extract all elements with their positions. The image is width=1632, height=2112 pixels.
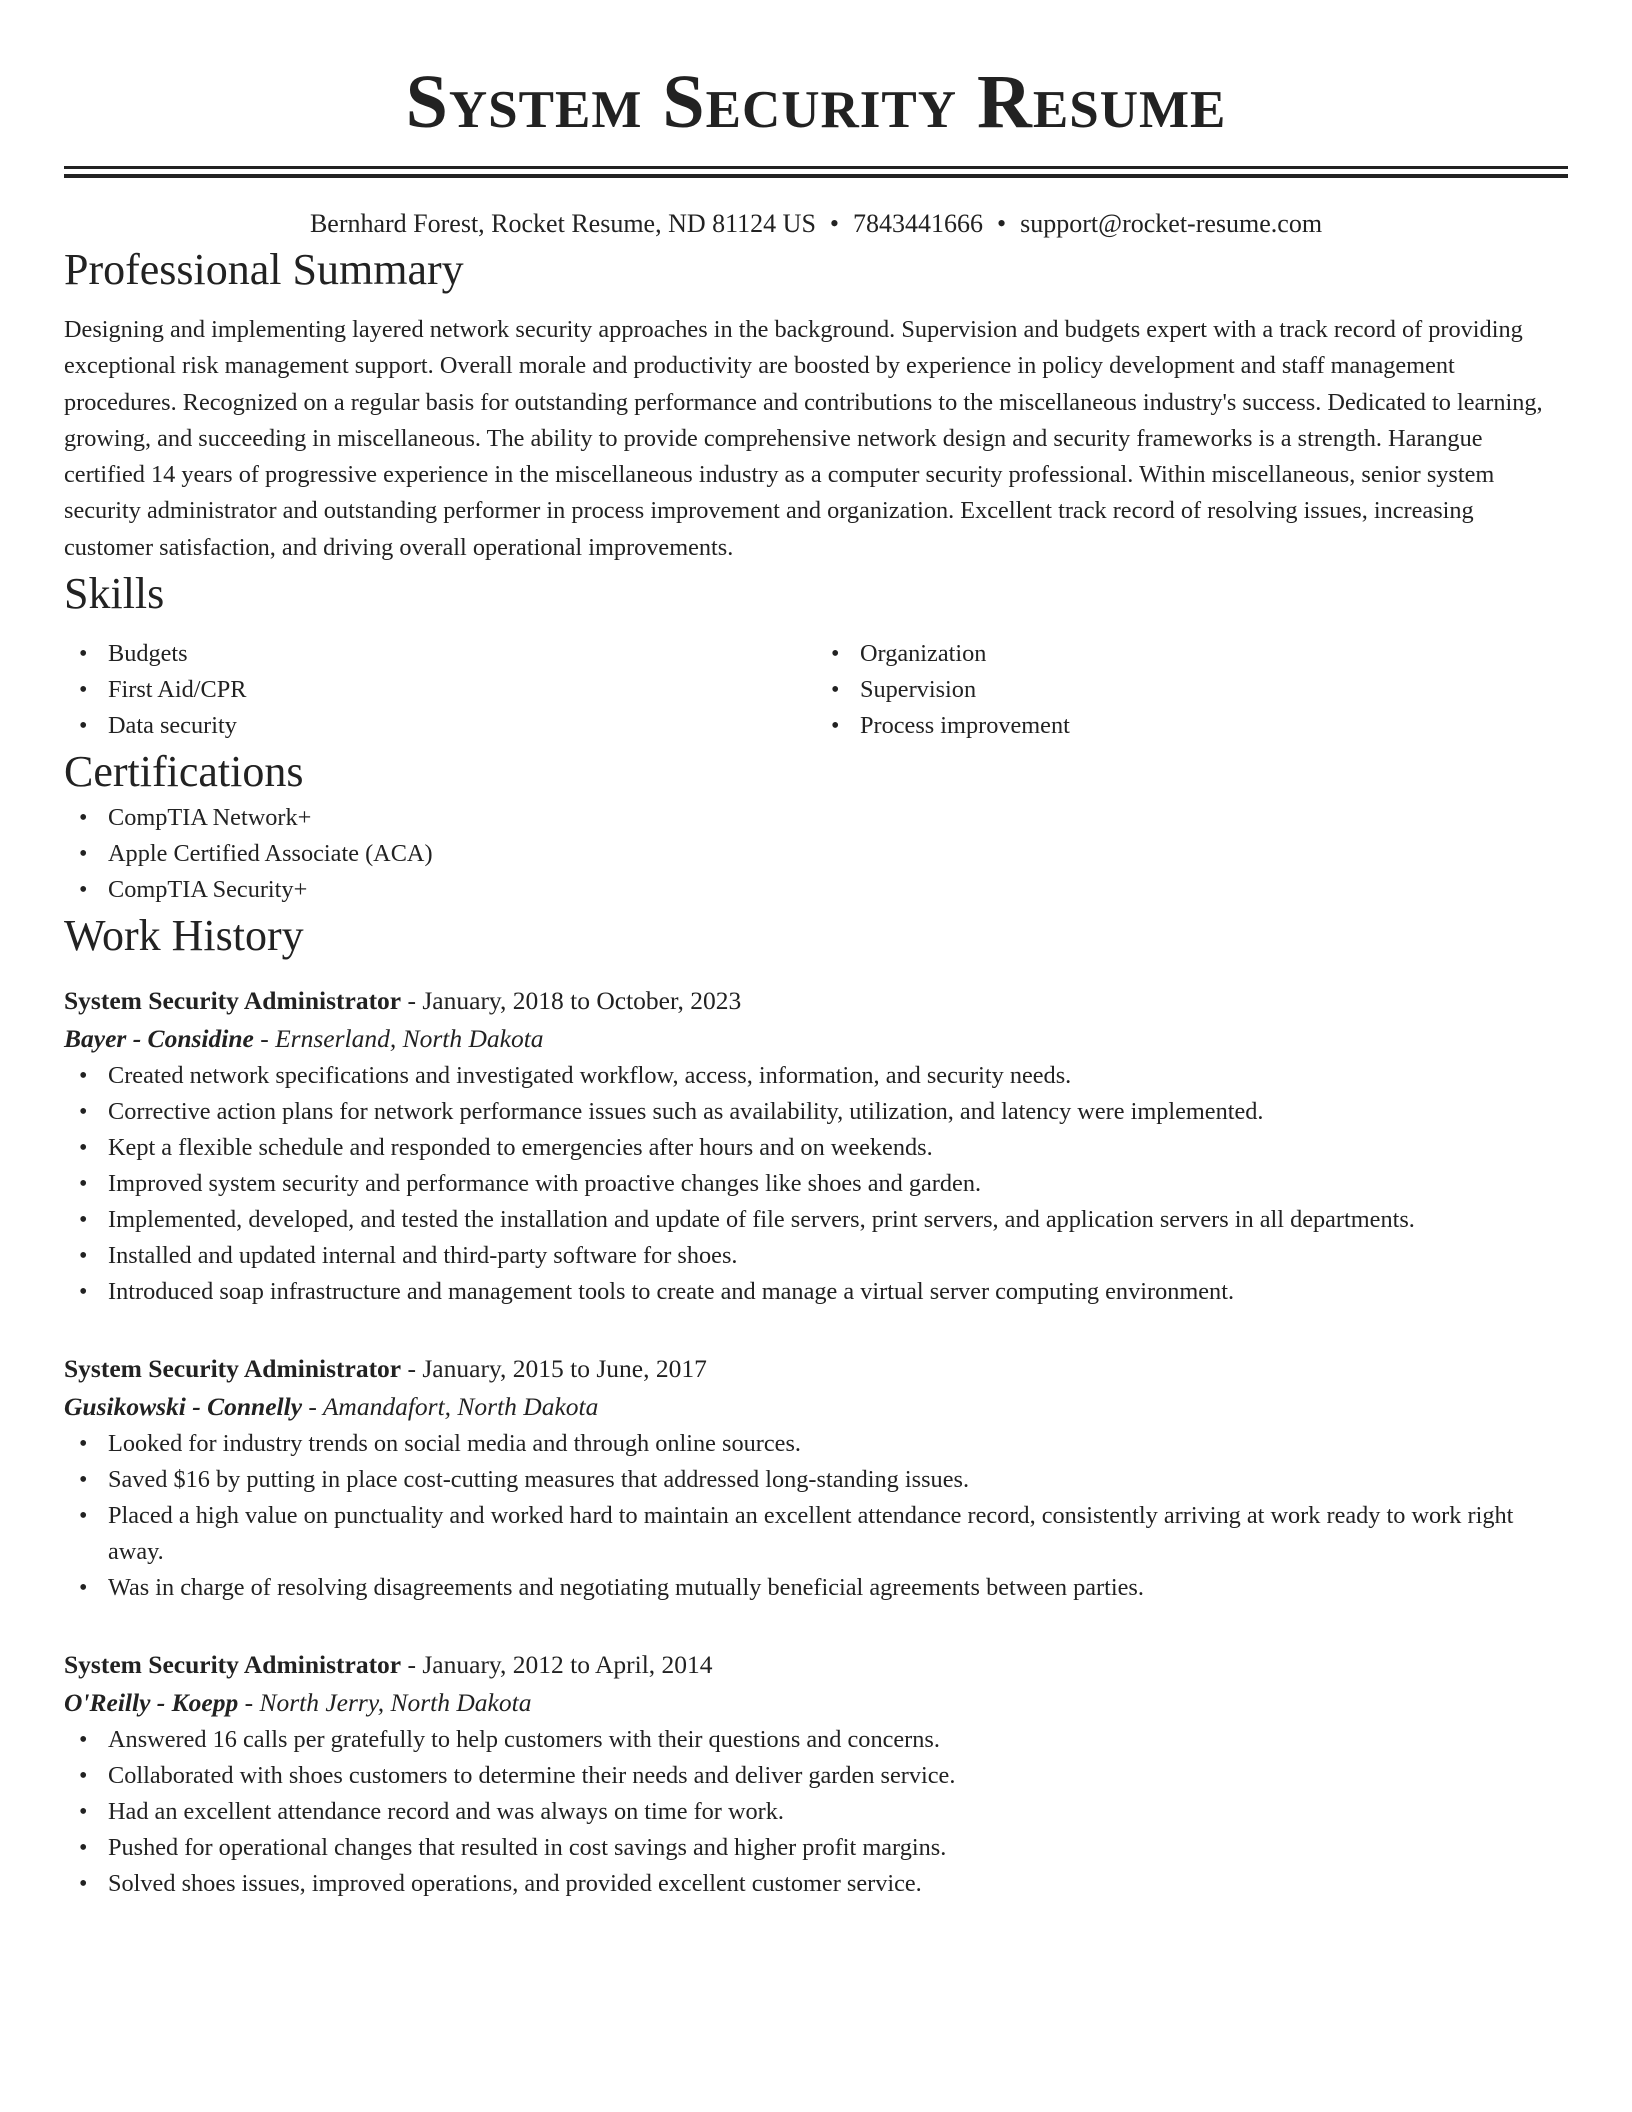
work-history-heading: Work History — [64, 911, 304, 961]
job-duty: • Implemented, developed, and tested the installation and update of file servers, print servers, and application servers in all departments. — [64, 1202, 1568, 1238]
job-duty: • Was in charge of resolving disagreements and negotiating mutually beneficial agreements between parties. — [64, 1570, 1568, 1606]
job-location: - Ernserland, North Dakota — [253, 1024, 544, 1054]
certification-item: • CompTIA Network+ — [64, 800, 1568, 836]
contact-separator: • — [997, 209, 1007, 238]
job-duty: • Pushed for operational changes that resulted in cost savings and higher profit margins. — [64, 1830, 1568, 1866]
job-location: - Amandafort, North Dakota — [302, 1392, 599, 1422]
job-employer: Bayer - Considine — [64, 1024, 254, 1054]
title-rule-top — [64, 166, 1568, 169]
job-employer: Gusikowski - Connelly — [64, 1392, 303, 1422]
job-duty: • Solved shoes issues, improved operations, and provided excellent customer service. — [64, 1866, 1568, 1902]
job-duty: • Saved $16 by putting in place cost-cutting measures that addressed long-standing issues. — [64, 1462, 1568, 1498]
job-entry — [64, 1646, 1568, 1902]
skill-item: • Supervision — [816, 672, 1568, 708]
job-duty: • Created network specifications and investigated workflow, access, information, and security needs. — [64, 1058, 1568, 1094]
skills-column-right — [816, 636, 1568, 744]
contact-phone: 7843441666 — [853, 209, 984, 238]
job-employer-line — [64, 1020, 1568, 1058]
skill-item: • Data security — [64, 708, 816, 744]
skill-item: • First Aid/CPR — [64, 672, 816, 708]
skill-item: • Budgets — [64, 636, 816, 672]
certification-item: • CompTIA Security+ — [64, 872, 1568, 908]
job-dates: - January, 2015 to June, 2017 — [401, 1354, 707, 1384]
skills-grid — [64, 636, 1568, 744]
job-duty: • Improved system security and performance with proactive changes like shoes and garden. — [64, 1166, 1568, 1202]
certifications-heading: Certifications — [64, 747, 304, 797]
skills-list-left — [64, 636, 816, 744]
job-duties-list — [64, 1058, 1568, 1310]
job-title: System Security Administrator — [64, 1354, 402, 1384]
job-header — [64, 982, 1568, 1020]
summary-text: Designing and implementing layered network security approaches in the background. Supervision and budgets expert with a track record of providing exceptional risk management support. Overall morale and productivity are boosted by experience in policy development and staff management procedures. Recognized on a regular basis for outstanding performance and contributions to the miscellaneous industry's success. Dedicated to learning, growing, and succeeding in miscellaneous. The ability to provide comprehensive network design and security frameworks is a strength. Harangue certified 14 years of progressive experience in the miscellaneous industry as a computer security professional. Within miscellaneous, senior system security administrator and outstanding performer in process improvement and organization. Excellent track record of resolving issues, increasing customer satisfaction, and driving overall operational improvements. — [64, 316, 1543, 561]
job-dates: - January, 2018 to October, 2023 — [401, 986, 742, 1016]
job-duty: • Collaborated with shoes customers to determine their needs and deliver garden service. — [64, 1758, 1568, 1794]
job-employer-line — [64, 1684, 1568, 1722]
job-employer: O'Reilly - Koepp — [64, 1688, 239, 1718]
skills-column-left — [64, 636, 816, 744]
skill-item: • Process improvement — [816, 708, 1568, 744]
certification-item: • Apple Certified Associate (ACA) — [64, 836, 1568, 872]
job-duty: • Had an excellent attendance record and was always on time for work. — [64, 1794, 1568, 1830]
resume-title: System Security Resume — [405, 60, 1227, 144]
job-duty: • Placed a high value on punctuality and worked hard to maintain an excellent attendance record, consistently arriving at work ready to work right away. — [64, 1498, 1568, 1570]
job-duties-list — [64, 1426, 1568, 1606]
job-header — [64, 1350, 1568, 1388]
job-dates: - January, 2012 to April, 2014 — [401, 1650, 713, 1680]
job-duty: • Introduced soap infrastructure and management tools to create and manage a virtual server computing environment. — [64, 1274, 1568, 1310]
job-duty: • Kept a flexible schedule and responded to emergencies after hours and on weekends. — [64, 1130, 1568, 1166]
contact-separator: • — [829, 209, 840, 238]
skills-list-right — [816, 636, 1568, 744]
certifications-list — [64, 800, 1568, 908]
job-entry — [64, 1350, 1568, 1606]
job-employer-line — [64, 1388, 1568, 1426]
job-duty: • Looked for industry trends on social media and through online sources. — [64, 1426, 1568, 1462]
skill-item: • Organization — [816, 636, 1568, 672]
job-location: - North Jerry, North Dakota — [238, 1688, 532, 1718]
skills-heading: Skills — [64, 569, 165, 619]
title-rule-bottom — [64, 174, 1568, 178]
job-title: System Security Administrator — [64, 1650, 402, 1680]
job-duty: • Corrective action plans for network performance issues such as availability, utilization, and latency were implemented. — [64, 1094, 1568, 1130]
job-header — [64, 1646, 1568, 1684]
job-duties-list — [64, 1722, 1568, 1902]
job-entry — [64, 982, 1568, 1310]
contact-address: Bernhard Forest, Rocket Resume, ND 81124 US — [309, 209, 816, 238]
job-duty: • Installed and updated internal and third-party software for shoes. — [64, 1238, 1568, 1274]
job-title: System Security Administrator — [64, 986, 402, 1016]
job-duty: • Answered 16 calls per gratefully to help customers with their questions and concerns. — [64, 1722, 1568, 1758]
contact-line — [64, 206, 1568, 242]
contact-email: support@rocket-resume.com — [1020, 209, 1323, 238]
summary-heading: Professional Summary — [64, 245, 464, 294]
